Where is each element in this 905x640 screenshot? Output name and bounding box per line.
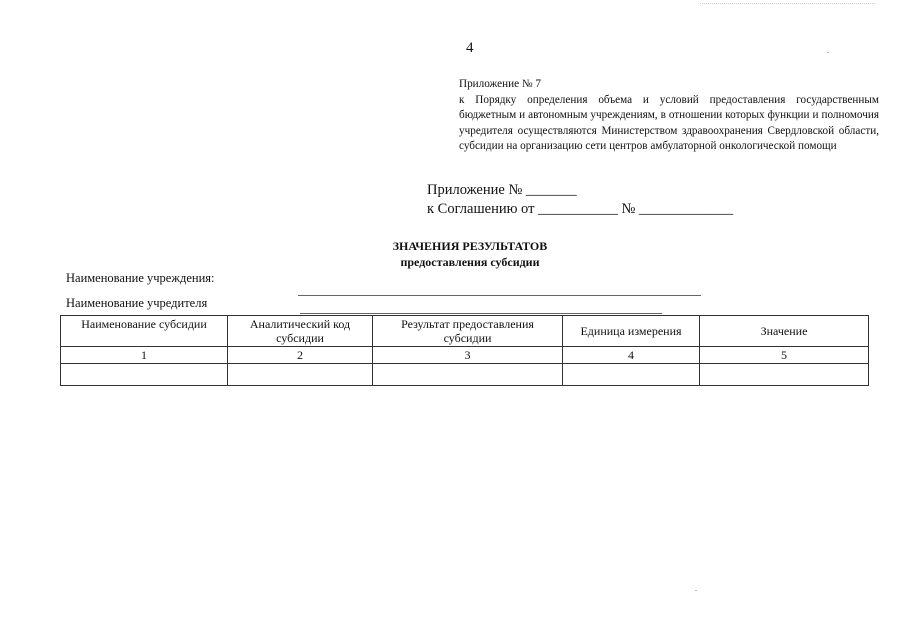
column-number-cell: 4 bbox=[563, 347, 700, 364]
page-number: 4 bbox=[466, 40, 474, 56]
results-table bbox=[60, 315, 869, 386]
header-unit: Единица измерения bbox=[563, 316, 700, 347]
table-number-row bbox=[61, 347, 869, 364]
header-subsidy-name: Наименование субсидии bbox=[61, 316, 228, 347]
institution-fill-line bbox=[298, 295, 701, 296]
header-value: Значение bbox=[700, 316, 869, 347]
table-cell bbox=[61, 364, 228, 386]
table-cell bbox=[700, 364, 869, 386]
agreement-date-line: к Соглашению от ___________ № _____________ bbox=[427, 201, 734, 217]
column-number-cell: 3 bbox=[373, 347, 563, 364]
document-subtitle: предоставления субсидии bbox=[400, 255, 540, 269]
column-number-cell: 2 bbox=[228, 347, 373, 364]
scan-speck bbox=[695, 590, 697, 591]
header-result: Результат предоставления субсидии bbox=[373, 316, 563, 347]
document-title: ЗНАЧЕНИЯ РЕЗУЛЬТАТОВ bbox=[392, 239, 548, 253]
founder-label: Наименование учредителя bbox=[66, 296, 208, 310]
scan-speck bbox=[827, 52, 829, 53]
scan-edge-line bbox=[700, 3, 875, 4]
agreement-reference bbox=[427, 181, 733, 219]
table-row bbox=[61, 364, 869, 386]
column-number-cell: 5 bbox=[700, 347, 869, 364]
appendix-7-block bbox=[459, 77, 879, 155]
table-header-row bbox=[61, 316, 869, 347]
table-cell bbox=[228, 364, 373, 386]
header-analytic-code: Аналитический код субсидии bbox=[228, 316, 373, 347]
agreement-appendix-line: Приложение № _______ bbox=[427, 182, 577, 198]
appendix-7-heading: Приложение № 7 bbox=[459, 78, 541, 90]
appendix-7-body: к Порядку определения объема и условий предоставления государственным бюджетным и автономным учреждениям, в отношении которых функции и полномочия учредителя осуществляются Министерством здравоохранения Свердловской области, субсидии на организацию сети центров амбулаторной онкологической помощи bbox=[459, 93, 879, 152]
table-cell bbox=[563, 364, 700, 386]
institution-label: Наименование учреждения: bbox=[66, 271, 215, 285]
table-cell bbox=[373, 364, 563, 386]
founder-fill-line bbox=[300, 313, 662, 314]
column-number-cell: 1 bbox=[61, 347, 228, 364]
